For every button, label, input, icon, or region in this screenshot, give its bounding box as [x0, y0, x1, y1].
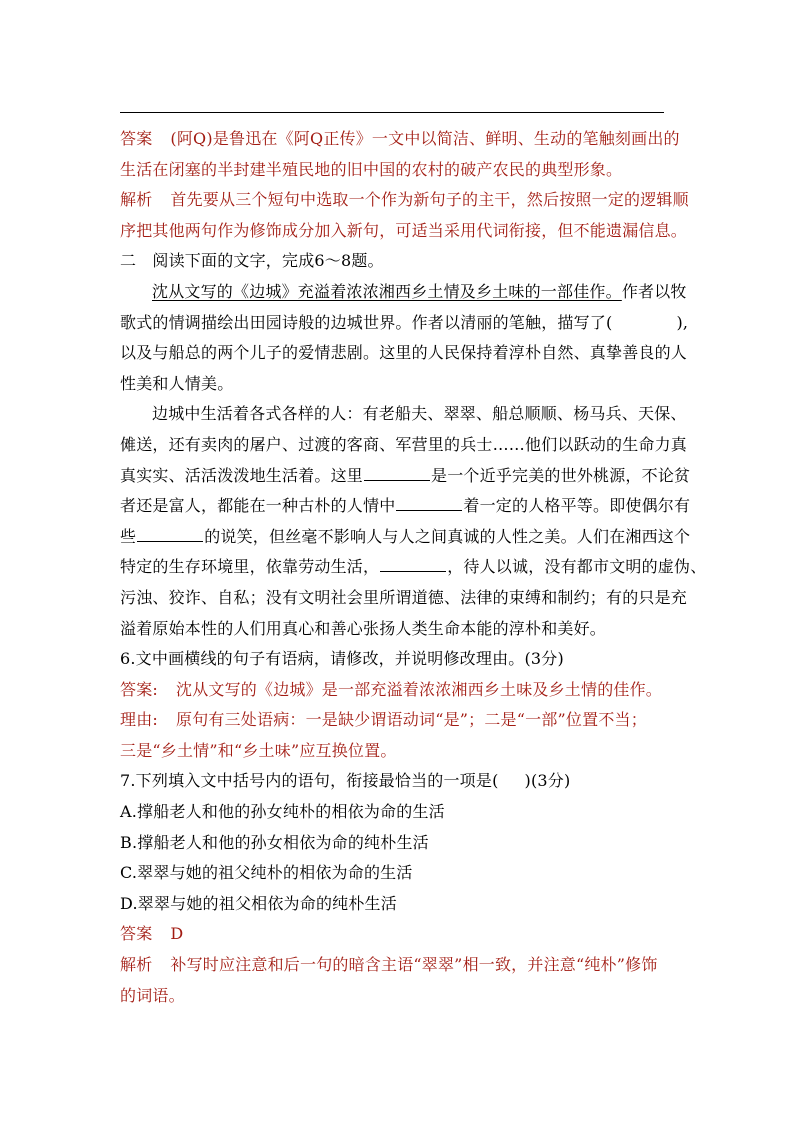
question-7-post: )(3分) [524, 771, 571, 791]
passage-p2-line-3-pre: 真实实、活活泼泼地生活着。这里 [120, 465, 364, 485]
passage-p2-line-3-post: 是一个近乎完美的世外桃源，不论贫 [431, 465, 691, 485]
q7-option-b: B.撑船老人和他的孙女相依为命的纯朴生活 [120, 832, 429, 852]
passage-p2-line-6-post: ，待人以诚，没有都市文明的虚伪、 [447, 557, 707, 577]
q7-analysis-text-1: 补写时应注意和后一句的暗含主语“翠翠”相一致，并注意“纯朴”修饰 [170, 955, 658, 975]
passage-p2-line-2: 傩送，还有卖肉的屠户、过渡的客商、军营里的兵士……他们以跃动的生命力真 [120, 434, 688, 454]
passage-p2-line-3 [120, 461, 691, 492]
passage-p1-line-4: 性美和人情美。 [120, 373, 234, 393]
passage-p2-line-5-pre: 些 [120, 526, 137, 546]
q7-answer-line [120, 919, 676, 950]
passage-p2-line-5 [120, 522, 691, 553]
q6-answer-text: 沈从文写的《边城》是一部充溢着浓浓湘西乡土味及乡土情的佳作。 [176, 679, 663, 699]
q7-answer-tag: 答案 [120, 924, 153, 944]
q6-reason-text-1: 原句有三处语病：一是缺少谓语动词“是”；二是“一部”位置不当； [176, 710, 647, 730]
question-7-pre: 7.下列填入文中括号内的语句，衔接最恰当的一项是( [120, 771, 499, 791]
q7-option-a: A.撑船老人和他的孙女纯朴的相依为命的生活 [120, 802, 445, 822]
fill-blank-1 [364, 466, 430, 481]
document-body [120, 124, 707, 1011]
passage-p1-line-1 [120, 277, 687, 308]
fill-blank-4 [380, 557, 446, 572]
q7-analysis-text-2: 的词语。 [120, 985, 185, 1005]
passage-p2-line-1: 边城中生活着各式各样的人：有老船夫、翠翠、船总顺顺、杨马兵、天保、 [152, 404, 687, 424]
q6-reason-tag: 理由: [120, 710, 158, 730]
passage-p1-line-2 [120, 308, 689, 339]
passage-p2-line-6 [120, 552, 707, 583]
passage-p1-line-2-post: ), [676, 312, 689, 332]
q6-reason-text-2: 三是“乡土情”和“乡土味”应互换位置。 [120, 740, 397, 760]
passage-p1-line-1-tail: 作者以牧 [621, 281, 687, 301]
passage-p2-line-5-post: 的说笑，但丝毫不影响人与人之间真诚的人性之美。人们在湘西这个 [204, 526, 691, 546]
passage-p1-line-2-pre: 歌式的情调描绘出田园诗般的边城世界。作者以清丽的笔触，描写了( [120, 312, 613, 332]
q7-analysis-line-1 [120, 950, 676, 981]
analysis-1-line-1 [120, 185, 689, 216]
section-heading: 二 阅读下面的文字，完成6～8题。 [120, 251, 384, 271]
q6-answer-line [120, 675, 676, 706]
top-rule [120, 112, 664, 113]
passage-p2-line-6-pre: 特定的生存环境里，依靠劳动生活， [120, 557, 380, 577]
q7-answer-value: D [170, 924, 184, 944]
q6-reason-line-1 [120, 705, 676, 736]
passage-p2-line-4-pre: 者还是富人，都能在一种古朴的人情中 [120, 496, 396, 516]
fill-blank-3 [137, 527, 203, 542]
q7-option-d: D.翠翠与她的祖父相依为命的纯朴生活 [120, 893, 397, 913]
answer-1-line-1 [120, 124, 680, 155]
passage-p2-line-4 [120, 491, 691, 522]
passage-p2-line-4-post: 着一定的人格平等。即使偶尔有 [463, 496, 691, 516]
answer-1-text-2: 生活在闭塞的半封建半殖民地的旧中国的农村的破产农民的典型形象。 [120, 159, 623, 179]
analysis-1-text-1: 首先要从三个短句中选取一个作为新句子的主干，然后按照一定的逻辑顺 [170, 190, 689, 210]
passage-p1-line-3: 以及与船总的两个儿子的爱情悲剧。这里的人民保持着淳朴自然、真挚善良的人 [120, 343, 688, 363]
fill-blank-2 [396, 496, 462, 511]
answer-tag: 答案 [120, 129, 153, 148]
question-7 [120, 766, 676, 797]
analysis-1-text-2: 序把其他两句作为修饰成分加入新句，可适当采用代词衔接，但不能遗漏信息。 [120, 220, 688, 240]
analysis-tag: 解析 [120, 190, 153, 210]
underlined-sentence: 沈从文写的《边城》充溢着浓浓湘西乡土情及乡土味的一部佳作。 [152, 281, 622, 301]
question-6: 6.文中画横线的句子有语病，请修改，并说明修改理由。(3分) [120, 649, 564, 669]
q7-analysis-tag: 解析 [120, 955, 153, 975]
q7-option-c: C.翠翠与她的祖父纯朴的相依为命的生活 [120, 863, 413, 883]
q6-answer-tag: 答案: [120, 679, 158, 699]
passage-p2-line-7: 污浊、狡诈、自私；没有文明社会里所谓道德、法律的束缚和制约；有的只是充 [120, 587, 688, 607]
answer-1-text-1: (阿Q)是鲁迅在《阿Q正传》一文中以简洁、鲜明、生动的笔触刻画出的 [170, 129, 680, 148]
passage-p2-line-8: 溢着原始本性的人们用真心和善心张扬人类生命本能的淳朴和美好。 [120, 618, 607, 638]
